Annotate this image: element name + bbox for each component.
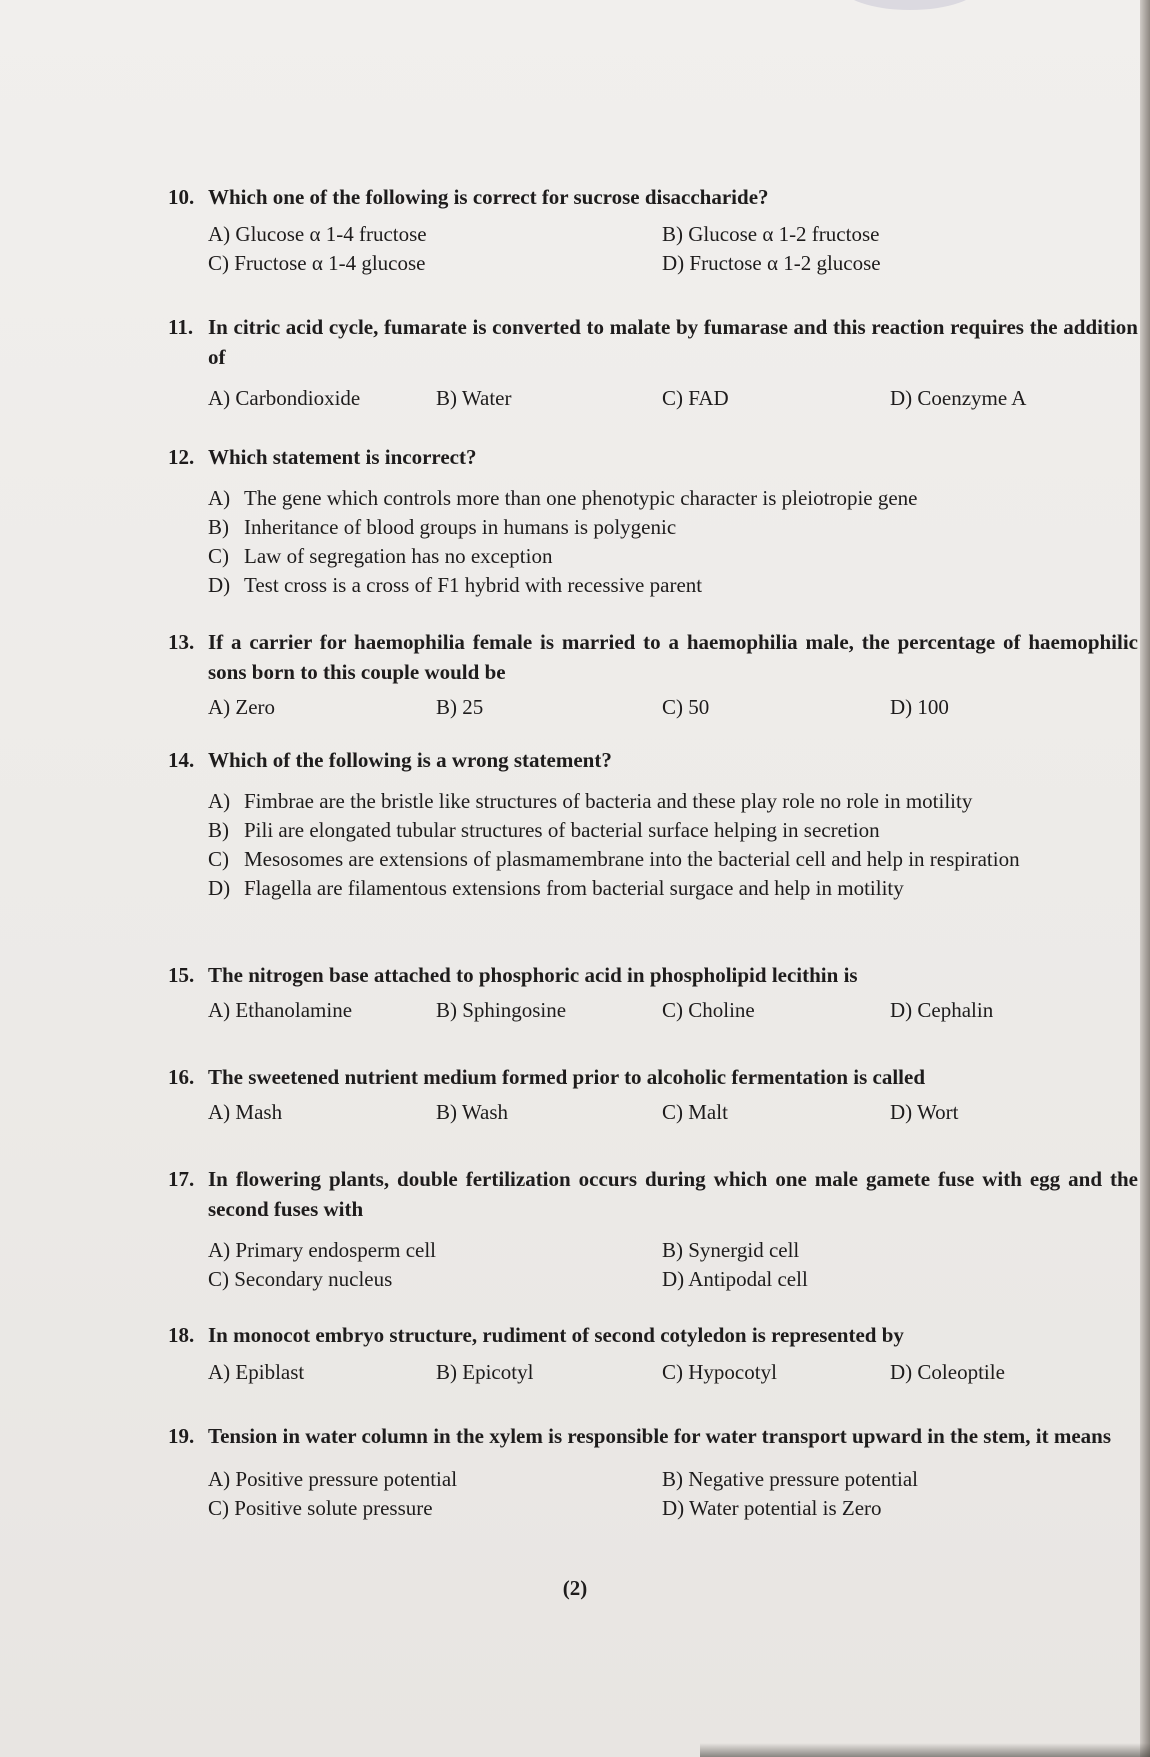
statement-c [208,542,1138,571]
question-text [168,1062,1138,1092]
option-b: B) Water [436,386,512,410]
statement-label: C) [208,544,229,568]
option-a: A) Ethanolamine [208,998,353,1022]
question-15 [168,960,1138,1026]
options [168,1465,1138,1525]
statement-d [208,571,1138,600]
question-text [168,1320,1138,1350]
question-text [168,745,1138,775]
option-d: D) Fructose α 1-2 glucose [662,251,881,275]
question-body: Which one of the following is correct for sucrose disaccharide? [208,185,769,209]
question-body: The nitrogen base attached to phosphoric acid in phospholipid lecithin is [208,963,858,987]
question-18 [168,1320,1138,1388]
statement-label: A) [208,789,231,813]
scan-artifact [840,0,980,10]
option-a: A) Epiblast [208,1360,305,1384]
question-body: In monocot embryo structure, rudiment of second cotyledon is represented by [208,1323,904,1347]
question-text [168,1421,1138,1451]
question-number: 14. [168,748,195,772]
question-text [168,960,1138,990]
option-d: D) Coleoptile [890,1360,1005,1384]
question-number: 19. [168,1424,195,1448]
option-b: B) Negative pressure potential [662,1467,918,1491]
question-body: In citric acid cycle, fumarate is converted to malate by fumarase and this reaction requires the addition of [208,315,1138,369]
options [168,1358,1138,1388]
question-body: Tension in water column in the xylem is responsible for water transport upward in the stem, it means [208,1424,1112,1448]
question-number: 17. [168,1167,195,1191]
question-text [168,442,1138,472]
option-b: B) Wash [436,1100,509,1124]
option-b: B) Synergid cell [662,1238,800,1262]
question-13 [168,627,1138,723]
options [168,693,1138,723]
statement-label: A) [208,486,231,510]
question-text [168,627,1138,687]
option-b: B) Sphingosine [436,998,567,1022]
statement-d [208,874,1138,903]
question-number: 13. [168,630,195,654]
statement-c [208,845,1138,874]
option-a: A) Positive pressure potential [208,1467,458,1491]
statements [168,484,1138,600]
option-d: D) 100 [890,695,949,719]
option-b: B) 25 [436,695,484,719]
statement-text: The gene which controls more than one phenotypic character is pleiotropie gene [244,486,918,510]
options [168,1098,1138,1128]
question-14 [168,745,1138,903]
options [168,220,1138,280]
question-body: If a carrier for haemophilia female is married to a haemophilia male, the percentage of haemophilic sons born to this couple would be [208,630,1138,684]
option-c: C) Hypocotyl [662,1360,777,1384]
option-d: D) Antipodal cell [662,1267,808,1291]
question-16 [168,1062,1138,1128]
question-number: 18. [168,1323,195,1347]
option-a: A) Mash [208,1100,283,1124]
option-a: A) Carbondioxide [208,386,361,410]
option-c: C) Malt [662,1100,728,1124]
option-a: A) Zero [208,695,276,719]
option-c: C) 50 [662,695,710,719]
statement-label: D) [208,876,231,900]
page-number: (2) [562,1576,588,1600]
question-number: 12. [168,445,195,469]
statement-text: Test cross is a cross of F1 hybrid with recessive parent [244,573,703,597]
statement-a [208,787,1138,816]
option-d: D) Coenzyme A [890,386,1027,410]
statement-text: Mesosomes are extensions of plasmamembrane into the bacterial cell and help in respiration [244,847,1020,871]
option-c: C) Secondary nucleus [208,1267,393,1291]
statement-text: Fimbrae are the bristle like structures of bacteria and these play role no role in motility [244,789,973,813]
option-a: A) Primary endosperm cell [208,1238,437,1262]
question-10 [168,182,1138,280]
statement-a [208,484,1138,513]
statement-label: B) [208,515,229,539]
option-c: C) Choline [662,998,755,1022]
statement-text: Law of segregation has no exception [244,544,553,568]
statement-b [208,816,1138,845]
statement-text: Pili are elongated tubular structures of bacterial surface helping in secretion [244,818,880,842]
page-fold-shadow [1140,0,1150,1757]
statements [168,787,1138,903]
option-c: C) Positive solute pressure [208,1496,433,1520]
question-number: 15. [168,963,195,987]
question-17 [168,1164,1138,1296]
option-d: D) Water potential is Zero [662,1496,882,1520]
question-11 [168,312,1138,414]
option-d: D) Wort [890,1100,959,1124]
statement-label: C) [208,847,229,871]
question-body: The sweetened nutrient medium formed prior to alcoholic fermentation is called [208,1065,926,1089]
options [168,996,1138,1026]
question-body: In flowering plants, double fertilization occurs during which one male gamete fuse with egg and the second fuses with [208,1167,1138,1221]
option-b: B) Glucose α 1-2 fructose [662,222,880,246]
statement-b [208,513,1138,542]
question-number: 16. [168,1065,195,1089]
question-number: 11. [168,315,194,339]
question-number: 10. [168,185,195,209]
statement-text: Flagella are filamentous extensions from bacterial surgace and help in motility [244,876,904,900]
statement-text: Inheritance of blood groups in humans is polygenic [244,515,677,539]
options [168,384,1138,414]
statement-label: D) [208,573,231,597]
question-body: Which statement is incorrect? [208,445,477,469]
question-text [168,1164,1138,1224]
option-c: C) FAD [662,386,729,410]
statement-label: B) [208,818,229,842]
question-text [168,312,1138,372]
question-body: Which of the following is a wrong statement? [208,748,612,772]
question-12 [168,442,1138,600]
option-b: B) Epicotyl [436,1360,534,1384]
page-bottom-shadow [700,1743,1150,1757]
option-d: D) Cephalin [890,998,994,1022]
option-c: C) Fructose α 1-4 glucose [208,251,426,275]
options [168,1236,1138,1296]
question-19 [168,1421,1138,1525]
option-a: A) Glucose α 1-4 fructose [208,222,427,246]
question-text [168,182,1138,212]
